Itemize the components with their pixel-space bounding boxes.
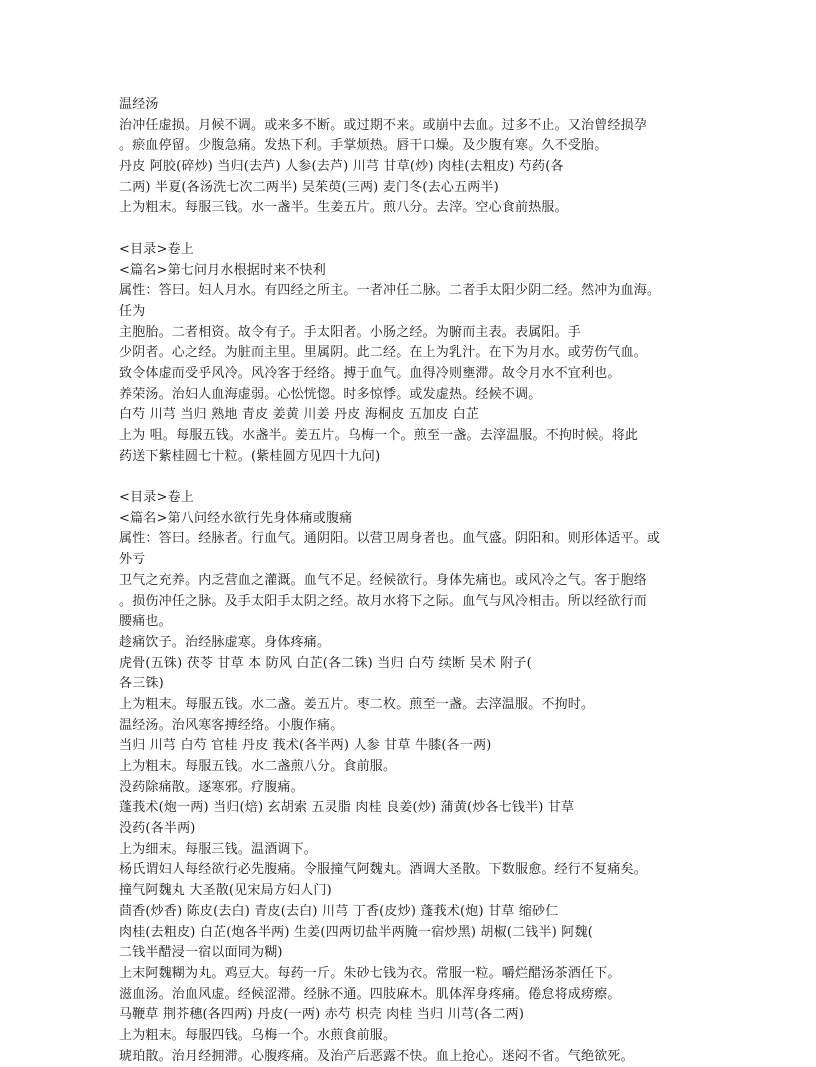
text-line: 卫气之充养。内乏营血之灌溉。血气不足。经候欲行。身体先痛也。或风冷之气。客于胞络 [119,572,648,588]
text-line: 上为粗末。每服五钱。水二盏煎八分。食前服。 [119,759,397,774]
text-line: 。损伤冲任之脉。及手太阳手太阴之经。故月水将下之际。血气与风冷相击。所以经欲行而 [119,593,648,609]
text-line: 药送下紫桂圆七十粒。(紫桂圆方见四十九问) [119,448,381,464]
document-page [119,95,709,1067]
text-line: 上为粗末。每服三钱。水一盏半。生姜五片。煎八分。去滓。空心食前热服。 [119,200,568,216]
text-line: 外亏 [119,552,146,568]
text-line: <目录>卷上 [119,490,194,506]
text-line: 上为粗末。每服四钱。乌梅一个。水煎食前服。 [119,1027,397,1043]
text-line: 治冲任虚损。月候不调。或来多不断。或过期不来。或崩中去血。过多不止。又治曾经损孕 [119,117,648,133]
text-line: 虎骨(五铢) 茯苓 甘草 本 防风 白芷(各二铢) 当归 白芍 续断 吴术 附子( [119,655,532,671]
text-line: 马鞭草 荆芥穗(各四两) 丹皮(一两) 赤芍 枳壳 肉桂 当归 川芎(各二两) [119,1007,525,1023]
text-line: 茴香(炒香) 陈皮(去白) 青皮(去白) 川芎 丁香(皮炒) 蓬莪术(炮) 甘草 缩砂仁 [119,903,559,919]
text-line: 没药除痛散。逐寒邪。疗腹痛。 [119,779,304,795]
text-line: 二钱半醋浸一宿以面同为糊) [119,945,283,961]
text-line: 撞气阿魏丸 大圣散(见宋局方妇人门) [119,883,332,899]
text-line: 上末阿魏糊为丸。鸡豆大。每药一斤。朱砂七钱为衣。常服一粒。嚼烂醋汤茶酒任下。 [119,965,621,981]
text-line: 蓬莪术(炮一两) 当归(焙) 玄胡索 五灵脂 肉桂 良姜(炒) 蒲黄(炒各七钱半) 甘草 [119,800,575,816]
text-line: 少阴者。心之经。为脏而主里。里属阴。此二经。在上为乳汁。在下为月水。或劳伤气血。 [119,345,648,361]
text-line: 没药(各半两) [119,821,196,837]
text-line: 二两) 半夏(各汤洗七次二两半) 吴茱萸(三两) 麦门冬(去心五两半) [119,179,499,195]
text-line: 温经汤 [119,97,159,112]
text-line: <篇名>第八问经水欲行先身体痛或腹痛 [119,510,353,526]
text-line: 主胞胎。二者相资。故令有子。手太阳者。小肠之经。为腑而主表。表属阳。手 [119,324,582,340]
blank-line [119,467,709,488]
text-line: 丹皮 阿胶(碎炒) 当归(去芦) 人参(去芦) 川芎 甘草(炒) 肉桂(去粗皮) 芍药(各 [119,159,564,175]
text-line: 杨氏谓妇人每经欲行必先腹痛。令服撞气阿魏丸。酒调大圣散。下数服愈。经行不复痛矣。 [119,862,648,878]
text-line: 白芍 川芎 当归 熟地 青皮 姜黄 川姜 丹皮 海桐皮 五加皮 白芷 [119,407,480,423]
blank-line [119,219,709,240]
text-line: 。瘀血停留。少腹急痛。发热下利。手掌烦热。唇干口燥。及少腹有寒。久不受胎。 [119,138,608,154]
text-line: <篇名>第七问月水根据时来不快利 [119,262,326,278]
text-line: 琥珀散。治月经拥滞。心腹疼痛。及治产后恶露不快。血上抢心。迷闷不省。气绝欲死。 [119,1048,634,1064]
text-line: 任为 [119,303,146,319]
text-line: <目录>卷上 [119,241,194,257]
text-line: 温经汤。治风寒客搏经络。小腹作痛。 [119,717,344,733]
text-line: 肉桂(去粗皮) 白芷(炮各半两) 生姜(四两切盐半两腌一宿炒黑) 胡椒(二钱半) 阿魏( [119,924,593,940]
text-line: 各三铢) [119,676,164,692]
text-line: 上为粗末。每服五钱。水二盏。姜五片。枣二枚。煎至一盏。去滓温服。不拘时。 [119,696,595,712]
text-line: 腰痛也。 [119,614,172,630]
text-line: 致令体虚而受乎风冷。风冷客于经络。搏于血气。血得冷则壅滞。故令月水不宜利也。 [119,365,621,381]
text-line: 属性：答曰。妇人月水。有四经之所主。一者冲任二脉。二者手太阳少阴二经。然冲为血海。 [119,283,661,299]
text-line: 上为细末。每服三钱。温酒调下。 [119,841,318,857]
text-line: 滋血汤。治血风虚。经候涩滞。经脉不通。四肢麻木。肌体浑身疼痛。倦怠将成痨瘵。 [119,986,621,1002]
text-line: 养荣汤。治妇人血海虚弱。心忪恍惚。时多惊悸。或发虚热。经候不调。 [119,386,542,402]
text-line: 当归 川芎 白芍 官桂 丹皮 莪术(各半两) 人参 甘草 牛膝(各一两) [119,738,492,754]
text-line: 上为 咀。每服五钱。水盏半。姜五片。乌梅一个。煎至一盏。去滓温服。不拘时候。将此 [119,428,639,443]
text-line: 趁痛饮子。治经脉虚寒。身体疼痛。 [119,634,331,650]
text-line: 属性：答曰。经脉者。行血气。通阴阳。以营卫周身者也。血气盛。阴阳和。则形体适平。或 [119,531,661,547]
